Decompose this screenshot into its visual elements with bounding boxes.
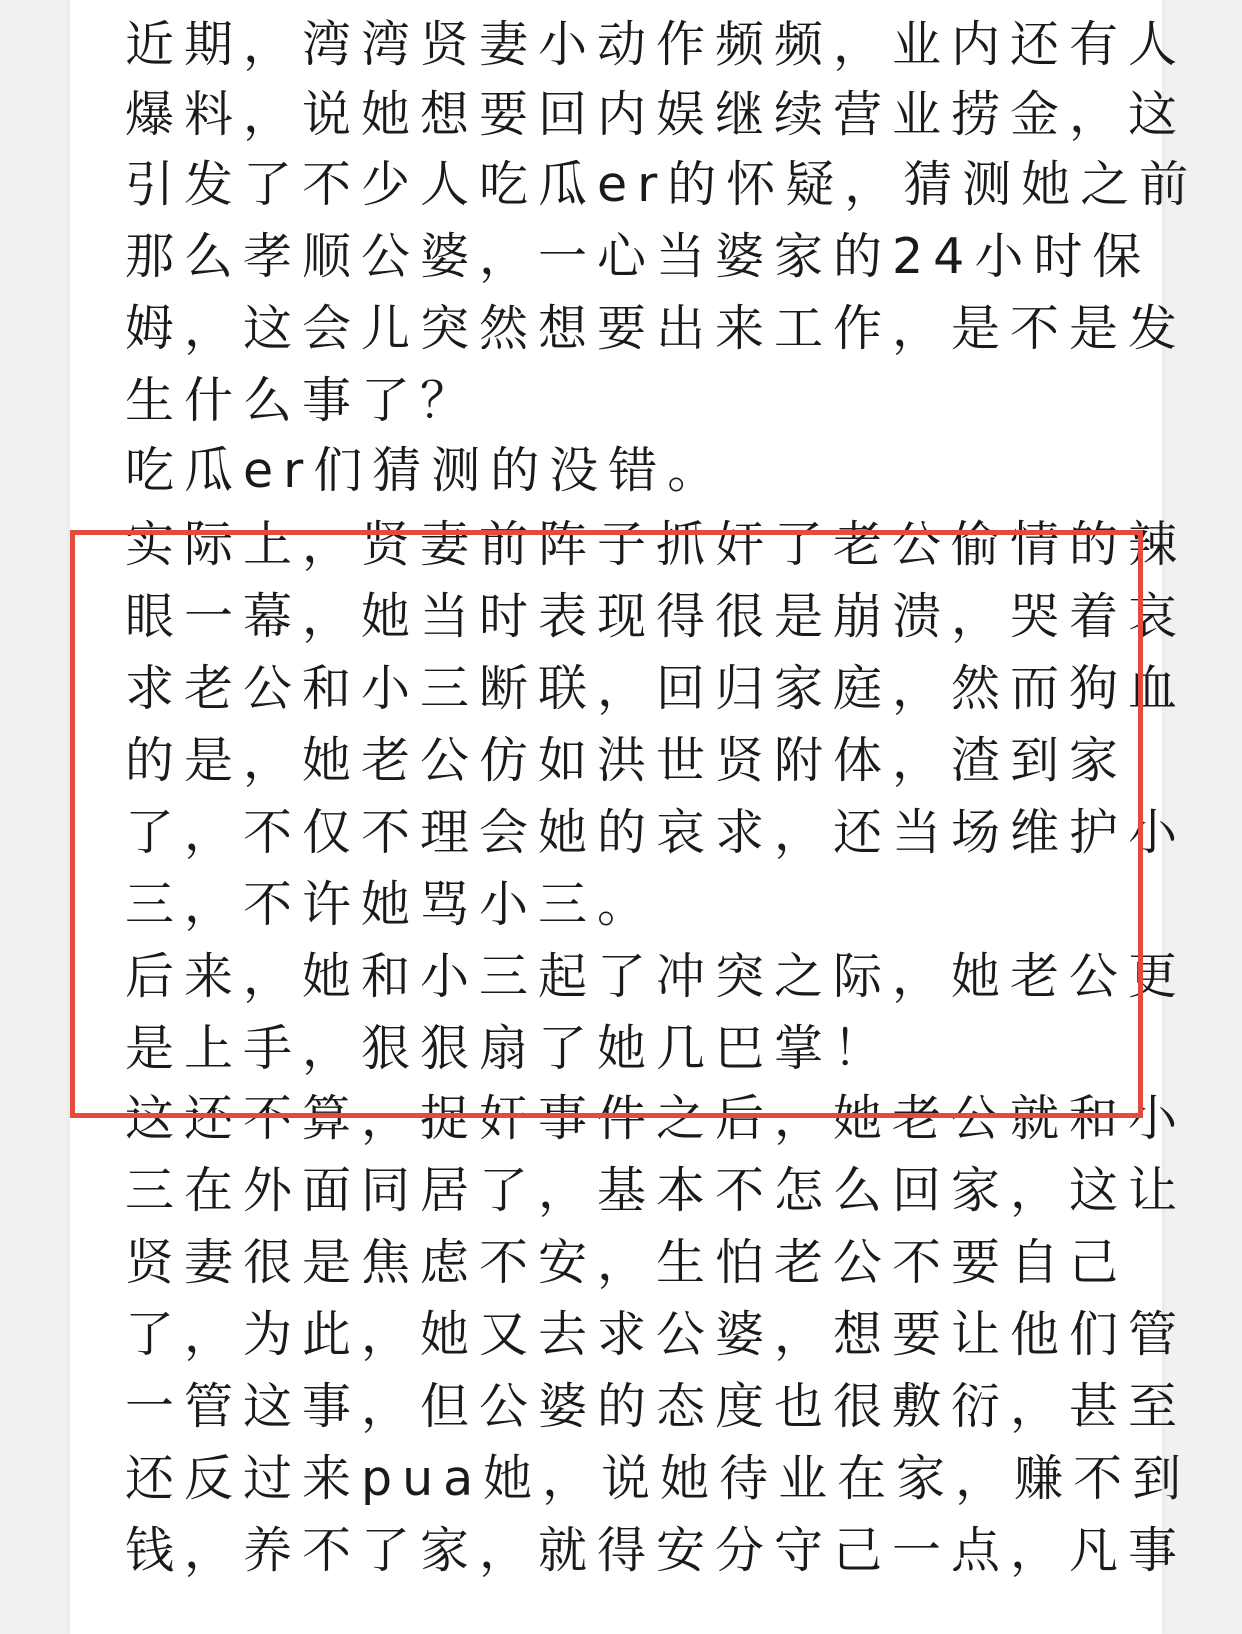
text-line: 后来，她和小三起了冲突之际，她老公更	[125, 948, 1188, 1005]
text-line: 钱，养不了家，就得安分守己一点，凡事	[125, 1522, 1188, 1579]
text-line: 引发了不少人吃瓜er的怀疑，猜测她之前	[125, 156, 1199, 213]
text-line: 三在外面同居了，基本不怎么回家，这让	[125, 1162, 1188, 1219]
text-line: 一管这事，但公婆的态度也很敷衍，甚至	[125, 1378, 1188, 1435]
text-line: 爆料，说她想要回内娱继续营业捞金，这	[125, 86, 1188, 143]
text-line: 那么孝顺公婆，一心当婆家的24小时保	[125, 228, 1152, 285]
text-line: 近期，湾湾贤妻小动作频频，业内还有人	[125, 16, 1188, 73]
text-line: 姆，这会儿突然想要出来工作，是不是发	[125, 300, 1188, 357]
article-page	[70, 0, 1199, 1634]
text-line: 生什么事了？	[125, 372, 480, 429]
text-line: 实际上，贤妻前阵子抓奸了老公偷情的辣	[125, 516, 1188, 573]
text-line: 吃瓜er们猜测的没错。	[125, 442, 727, 499]
text-line: 贤妻很是焦虑不安，生怕老公不要自己	[125, 1234, 1129, 1291]
text-line: 眼一幕，她当时表现得很是崩溃，哭着哀	[125, 588, 1188, 645]
text-line: 求老公和小三断联，回归家庭，然而狗血	[125, 660, 1188, 717]
text-line: 三，不许她骂小三。	[125, 876, 657, 933]
text-line: 还反过来pua她，说她待业在家，赚不到	[125, 1450, 1192, 1507]
text-line: 是上手，狠狠扇了她几巴掌！	[125, 1020, 893, 1077]
text-line: 了，为此，她又去求公婆，想要让他们管	[125, 1306, 1188, 1363]
text-line: 的是，她老公仿如洪世贤附体，渣到家	[125, 732, 1129, 789]
text-line: 这还不算，捉奸事件之后，她老公就和小	[125, 1090, 1188, 1147]
text-line: 了，不仅不理会她的哀求，还当场维护小	[125, 804, 1188, 861]
